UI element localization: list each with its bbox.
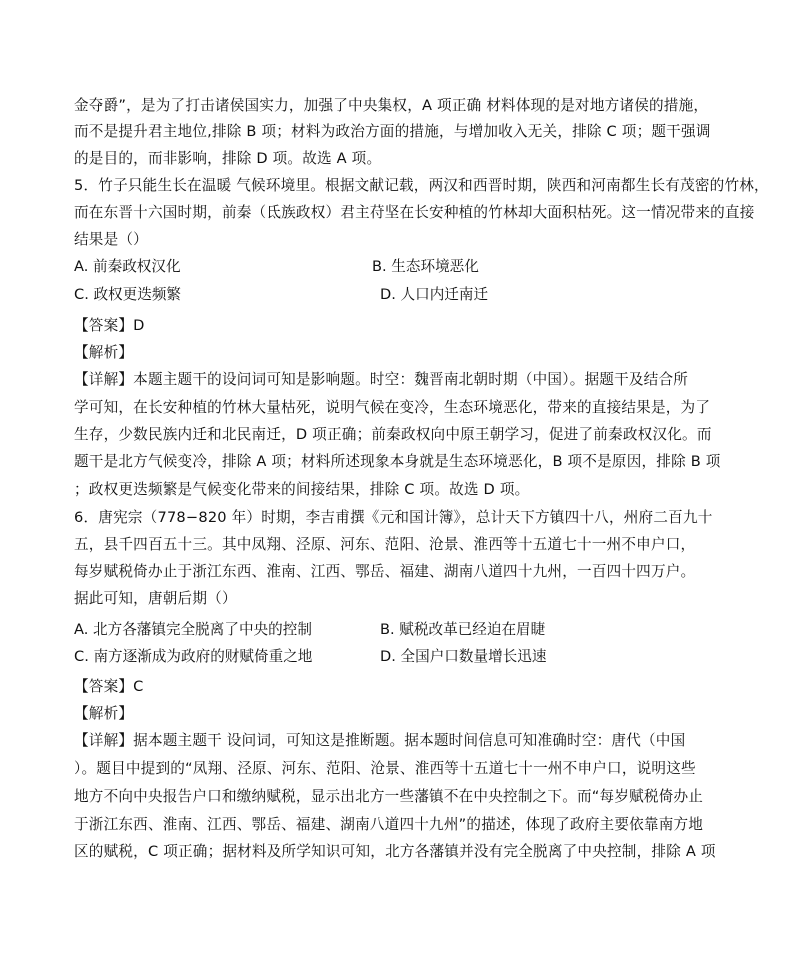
- q6-detail-line: 【详解】据本题主题干 设问词，可知这是推断题。据本题时间信息可知准确时空：唐代（中国: [74, 732, 686, 749]
- q6-option-d: D. 全国户口数量增长迅速: [380, 648, 547, 665]
- q5-detail-line: 题干是北方气候变冷，排除 A 项；材料所述现象本身就是生态环境恶化，B 项不是原因，排除 B 项: [74, 453, 721, 470]
- q5-option-b: B. 生态环境恶化: [372, 258, 479, 275]
- q6-detail-line: ）。题目中提到的“凤翔、泾原、河东、范阳、沧景、淮西等十五道七十一州不申户口，说明这些: [74, 760, 696, 777]
- q5-option-a: A. 前秦政权汉化: [74, 258, 181, 275]
- q6-answer: 【答案】C: [74, 678, 144, 695]
- q5-option-c: C. 政权更迭频繁: [74, 286, 182, 303]
- q5-stem-line: 结果是（）: [74, 231, 148, 248]
- q5-stem-line: 而在东晋十六国时期，前秦（氐族政权）君主苻坚在长安种植的竹林却大面积枯死。这一情况带来的直接: [74, 204, 755, 221]
- prev-explanation-line: 而不是提升君主地位,排除 B 项；材料为政治方面的措施，与增加收入无关，排除 C 项；题干强调: [74, 123, 711, 140]
- q6-detail-line: 地方不向中央报告户口和缴纳赋税，显示出北方一些藩镇不在中央控制之下。而“每岁赋税倚办止: [74, 788, 704, 805]
- q6-stem-line: 五，县千四百五十三。其中凤翔、泾原、河东、范阳、沧景、淮西等十五道七十一州不申户口，: [74, 536, 696, 553]
- q5-answer: 【答案】D: [74, 317, 145, 334]
- q5-option-d: D. 人口内迁南迁: [380, 286, 489, 303]
- prev-explanation-line: 的是目的，而非影响，排除 D 项。故选 A 项。: [74, 150, 382, 167]
- q6-detail-line: 于浙江东西、淮南、江西、鄂岳、福建、湖南八道四十九州”的描述，体现了政府主要依靠南方地: [74, 816, 704, 833]
- q6-option-c: C. 南方逐渐成为政府的财赋倚重之地: [74, 648, 313, 665]
- prev-explanation-line: 金夺爵”，是为了打击诸侯国实力，加强了中央集权，A 项正确 材料体现的是对地方诸侯的措施，: [74, 97, 709, 114]
- q6-analysis-label: 【解析】: [74, 705, 134, 722]
- q5-stem-line: 5．竹子只能生长在温暖 气候环境里。根据文献记载，两汉和西晋时期，陕西和河南都生长有茂密的竹林，: [74, 177, 769, 194]
- q5-detail-line: 生存，少数民族内迁和北民南迁，D 项正确；前秦政权向中原王朝学习，促进了前秦政权汉化。而: [74, 426, 712, 443]
- q6-stem-line: 6．唐宪宗（778−820 年）时期，李吉甫撰《元和国计簿》，总计天下方镇四十八，州府二百九十: [74, 509, 713, 526]
- q6-detail-line: 区的赋税，C 项正确；据材料及所学知识可知，北方各藩镇并没有完全脱离了中央控制，排除 A 项: [74, 843, 716, 860]
- q6-option-a: A. 北方各藩镇完全脱离了中央的控制: [74, 621, 312, 638]
- q5-detail-line: ；政权更迭频繁是气候变化带来的间接结果，排除 C 项。故选 D 项。: [74, 481, 530, 498]
- q5-analysis-label: 【解析】: [74, 344, 134, 361]
- q6-stem-line: 据此可知，唐朝后期（）: [74, 590, 237, 607]
- q6-stem-line: 每岁赋税倚办止于浙江东西、淮南、江西、鄂岳、福建、湖南八道四十九州，一百四十四万户。: [74, 563, 696, 580]
- q5-detail-line: 学可知，在长安种植的竹林大量枯死，说明气候在变冷，生态环境恶化，带来的直接结果是，为了: [74, 399, 711, 416]
- q6-option-b: B. 赋税改革已经迫在眉睫: [380, 621, 546, 638]
- q5-detail-line: 【详解】本题主题干的设问词可知是影响题。时空：魏晋南北朝时期（中国）。据题干及结合所: [74, 371, 689, 388]
